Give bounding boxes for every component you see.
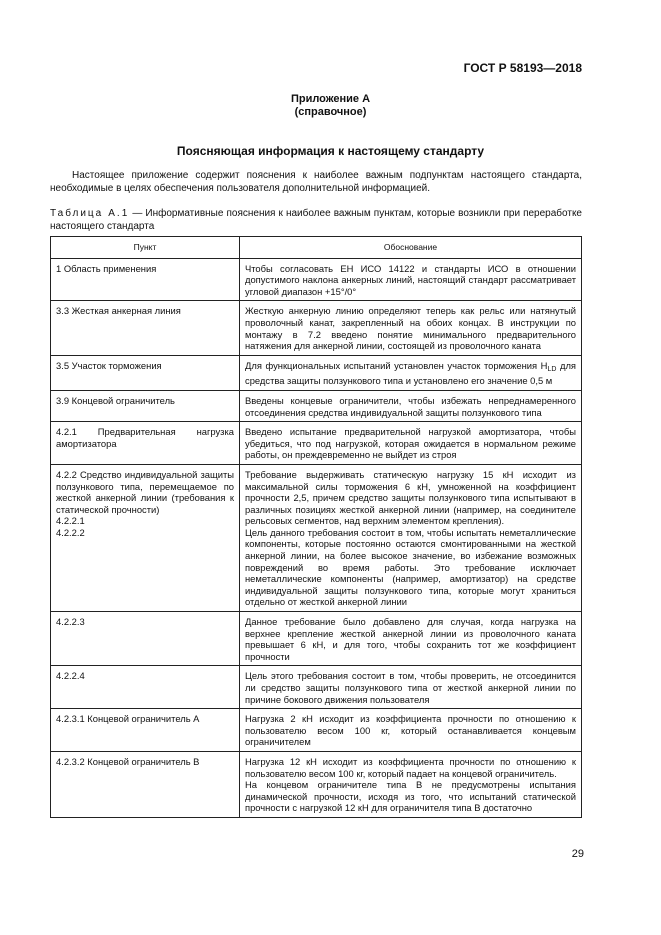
row-reason-part: для средства защиты ползункового типа и установлено его значение 0,5 м bbox=[245, 359, 576, 387]
row-reason: Данное требование было добавлено для случая, когда нагрузка на верхнее крепление жесткой анкерной линии из проволочного каната превышает 6 кН, и для того, чтобы сохранить тот же коэффициент прочности bbox=[240, 612, 582, 666]
table-row bbox=[51, 390, 582, 421]
table-row bbox=[51, 709, 582, 752]
document-code: ГОСТ Р 58193—2018 bbox=[463, 61, 582, 75]
row-item: 3.3 Жесткая анкерная линия bbox=[51, 301, 240, 355]
table-row bbox=[51, 612, 582, 666]
row-reason: Цель этого требования состоит в том, чтобы проверить, не отсоединится ли средство защиты ползункового типа от жесткой анкерной линии по причине бокового движения пользователя bbox=[240, 666, 582, 709]
column-header-item: Пункт bbox=[51, 237, 240, 259]
intro-paragraph: Настоящее приложение содержит пояснения к наиболее важным подпунктам настоящего стандарта, необходимые в целях обеспечения пользователя дополнительной информацией. bbox=[50, 170, 582, 194]
row-item bbox=[51, 464, 240, 611]
annex-title: Приложение А bbox=[290, 93, 371, 105]
annex-heading bbox=[0, 93, 661, 119]
page-number: 29 bbox=[571, 848, 584, 860]
table-row bbox=[51, 666, 582, 709]
row-reason: Нагрузка 2 кН исходит из коэффициента прочности по отношению к пользователю весом 100 кг, который останавливается концевым ограничителем bbox=[240, 709, 582, 752]
row-reason bbox=[240, 464, 582, 611]
row-item: 4.2.3.1 Концевой ограничитель А bbox=[51, 709, 240, 752]
table-row bbox=[51, 355, 582, 390]
row-item: 3.5 Участок торможения bbox=[51, 355, 240, 390]
row-reason bbox=[240, 751, 582, 817]
row-reason: Введено испытание предварительной нагрузкой амортизатора, чтобы убедиться, что под нагрузкой, которая ожидается в нормальном режиме работы, он преждевременно не выйдет из строя bbox=[240, 422, 582, 465]
annex-type: (справочное) bbox=[294, 106, 367, 118]
row-reason-part: Для функциональных испытаний установлен участок торможения H bbox=[245, 359, 548, 371]
table-caption-text: — Информативные пояснения к наиболее важным пунктам, которые возникли при переработке настоящего стандарта bbox=[50, 208, 582, 232]
row-item: 4.2.2.3 bbox=[51, 612, 240, 666]
table-row bbox=[51, 422, 582, 465]
table-row bbox=[51, 751, 582, 817]
table-caption-label: Таблица А.1 bbox=[50, 208, 130, 219]
row-reason-paragraph: На концевом ограничителе типа В не предусмотрены испытания динамической прочности, исходя из того, что испытаний статической прочности с нагрузкой 12 кН для ограничителя типа В достаточно bbox=[245, 779, 576, 814]
row-reason-paragraph: Требование выдерживать статическую нагрузку 15 кН исходит из максимальной силы торможения 6 кН, умноженной на коэффициент прочности 2,5, причем средство защиты ползункового типа испытывают в различных позициях жесткой анкерной линии (например, на соединителе рельсовых сегментов, над верхним элементом крепления). bbox=[245, 468, 576, 527]
table-row bbox=[51, 301, 582, 355]
row-item-subclause: 4.2.2.1 bbox=[56, 515, 85, 527]
table-caption bbox=[50, 207, 582, 233]
column-header-reason: Обоснование bbox=[240, 237, 582, 259]
section-heading: Поясняющая информация к настоящему стандарту bbox=[176, 144, 485, 158]
row-item: 1 Область применения bbox=[51, 258, 240, 301]
row-reason-paragraph: Нагрузка 12 кН исходит из коэффициента прочности по отношению к пользователю весом 100 кг, который падает на концевой ограничитель. bbox=[245, 755, 576, 779]
row-item-text: 4.2.2 Средство индивидуальной защиты ползункового типа, перемещаемое по жесткой анкерной линии (требования к статической прочности) bbox=[56, 468, 234, 515]
table-row bbox=[51, 464, 582, 611]
row-reason: Чтобы согласовать ЕН ИСО 14122 и стандарты ИСО в отношении допустимого наклона анкерных линий, настоящий стандарт рассматривает угловой диапазон +15°/0° bbox=[240, 258, 582, 301]
table-row bbox=[51, 258, 582, 301]
row-reason: Введены концевые ограничители, чтобы избежать непреднамеренного отсоединения средства индивидуальной защиты ползункового типа bbox=[240, 390, 582, 421]
table-header-row bbox=[51, 237, 582, 259]
row-reason-subscript: LD bbox=[547, 365, 557, 373]
row-item: 4.2.2.4 bbox=[51, 666, 240, 709]
row-item-subclause: 4.2.2.2 bbox=[56, 526, 85, 538]
explanations-table bbox=[50, 236, 582, 818]
row-item: 3.9 Концевой ограничитель bbox=[51, 390, 240, 421]
row-reason bbox=[240, 355, 582, 390]
row-reason-paragraph: Цель данного требования состоит в том, чтобы испытать неметаллические компоненты, которые постоянно остаются смонтированными на жесткой анкерной линии, на более высокое значение, во избежание возможных повреждений во время работы. Это требование исключает неметаллические компоненты (например, амортизатор) на средстве индивидуальной защиты ползункового типа, которые могут храниться отдельно от жесткой анкерной линии bbox=[245, 526, 576, 608]
row-reason: Жесткую анкерную линию определяют теперь как рельс или натянутый проволочный канат, закрепленный на обоих концах. В инструкции по монтажу в 7.2 введено понятие минимального предварительного натяжения для анкерной линии, состоящей из проволочного каната bbox=[240, 301, 582, 355]
row-item: 4.2.1 Предварительная нагрузка амортизатора bbox=[51, 422, 240, 465]
row-item: 4.2.3.2 Концевой ограничитель В bbox=[51, 751, 240, 817]
